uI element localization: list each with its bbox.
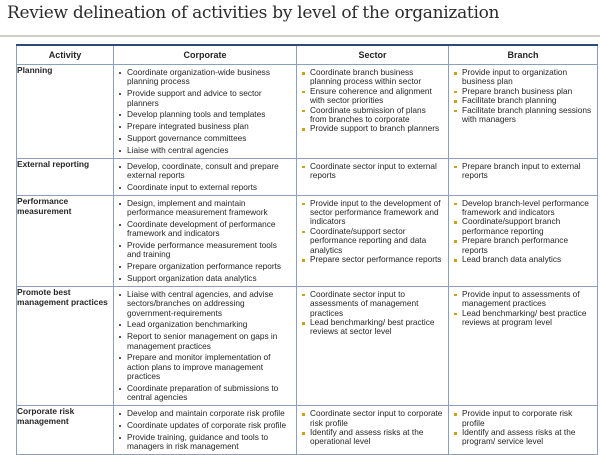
list-item: Provide support and advice to sector planners: [118, 89, 292, 108]
header-branch: Branch: [449, 45, 598, 65]
list-item: Provide performance measurement tools and training: [118, 241, 292, 260]
list-item: Prepare organization performance reports: [118, 262, 292, 271]
list-item: Coordinate sector input to corporate risk profile: [301, 409, 444, 428]
sector-cell: [297, 158, 449, 195]
list-item: Provide input to organization business plan: [453, 68, 593, 87]
sector-cell: [297, 406, 449, 455]
list-item: Prepare sector performance reports: [301, 255, 444, 264]
list-item: Prepare branch business plan: [453, 87, 593, 96]
list-item: Coordinate preparation of submissions to central agencies: [118, 384, 292, 403]
header-corporate: Corporate: [114, 45, 297, 65]
corporate-cell: [114, 195, 297, 286]
header-activity: Activity: [17, 45, 114, 65]
list-item: Coordinate organization-wide business planning process: [118, 68, 292, 87]
corporate-list: [114, 196, 296, 284]
list-item: Coordinate input to external reports: [118, 183, 292, 192]
list-item: Lead branch data analytics: [453, 255, 593, 264]
table-row: [17, 406, 598, 455]
list-item: Lead benchmarking/ best practice reviews at sector level: [301, 318, 444, 337]
page-title: Review delineation of activities by level of the organization: [7, 3, 500, 23]
list-item: Prepare branch performance reports: [453, 236, 593, 255]
table-row: [17, 65, 598, 159]
table-row: [17, 158, 598, 195]
corporate-cell: [114, 286, 297, 405]
header-sector: Sector: [297, 45, 449, 65]
branch-cell: [449, 195, 598, 286]
list-item: Facilitate branch planning: [453, 96, 593, 105]
activity-cell: Promote best management practices: [17, 286, 114, 405]
branch-list: [449, 159, 597, 181]
list-item: Support organization data analytics: [118, 274, 292, 283]
list-item: Prepare and monitor implementation of action plans to improve management practices: [118, 353, 292, 381]
list-item: Coordinate updates of corporate risk profile: [118, 421, 292, 430]
activity-cell: Corporate risk management: [17, 406, 114, 455]
list-item: Provide training, guidance and tools to managers in risk management: [118, 433, 292, 452]
list-item: Prepare branch input to external reports: [453, 162, 593, 181]
list-item: Develop planning tools and templates: [118, 110, 292, 119]
list-item: Coordinate/support branch performance reporting: [453, 217, 593, 236]
list-item: Report to senior management on gaps in management practices: [118, 332, 292, 351]
branch-list: [449, 287, 597, 328]
branch-list: [449, 65, 597, 124]
sector-list: [297, 159, 448, 181]
corporate-list: [114, 159, 296, 193]
branch-cell: [449, 158, 598, 195]
branch-cell: [449, 406, 598, 455]
corporate-list: [114, 65, 296, 155]
list-item: Coordinate sector input to assessments of management practices: [301, 290, 444, 318]
list-item: Coordinate submission of plans from branches to corporate: [301, 106, 444, 125]
list-item: Liaise with central agencies: [118, 146, 292, 155]
sector-list: [297, 406, 448, 447]
list-item: Coordinate sector input to external reports: [301, 162, 444, 181]
list-item: Lead organization benchmarking: [118, 320, 292, 329]
list-item: Design, implement and maintain performance measurement framework: [118, 199, 292, 218]
branch-list: [449, 196, 597, 265]
corporate-cell: [114, 158, 297, 195]
branch-list: [449, 406, 597, 447]
activity-cell: Performance measurement: [17, 195, 114, 286]
header-row: [17, 45, 598, 65]
list-item: Liaise with central agencies, and advise sectors/branches on addressing government-requirements: [118, 290, 292, 318]
list-item: Develop, coordinate, consult and prepare external reports: [118, 162, 292, 181]
list-item: Support governance committees: [118, 134, 292, 143]
sector-cell: [297, 286, 449, 405]
title-divider: [0, 35, 600, 37]
corporate-cell: [114, 406, 297, 455]
sector-list: [297, 65, 448, 134]
list-item: Lead benchmarking/ best practice reviews at program level: [453, 309, 593, 328]
list-item: Provide input to corporate risk profile: [453, 409, 593, 428]
list-item: Provide input to assessments of management practices: [453, 290, 593, 309]
corporate-list: [114, 406, 296, 451]
list-item: Prepare integrated business plan: [118, 122, 292, 131]
corporate-cell: [114, 65, 297, 159]
list-item: Coordinate/support sector performance reporting and data analytics: [301, 227, 444, 255]
list-item: Identify and assess risks at the program/ service level: [453, 428, 593, 447]
sector-list: [297, 287, 448, 337]
sector-cell: [297, 65, 449, 159]
list-item: Develop and maintain corporate risk profile: [118, 409, 292, 418]
activities-table: [16, 44, 598, 455]
list-item: Coordinate branch business planning process within sector: [301, 68, 444, 87]
activity-cell: Planning: [17, 65, 114, 159]
corporate-list: [114, 287, 296, 403]
table-row: [17, 195, 598, 286]
sector-cell: [297, 195, 449, 286]
list-item: Provide support to branch planners: [301, 124, 444, 133]
sector-list: [297, 196, 448, 265]
list-item: Provide input to the development of sector performance framework and indicators: [301, 199, 444, 227]
activity-cell: External reporting: [17, 158, 114, 195]
table-row: [17, 286, 598, 405]
list-item: Develop branch-level performance framework and indicators: [453, 199, 593, 218]
branch-cell: [449, 65, 598, 159]
branch-cell: [449, 286, 598, 405]
list-item: Facilitate branch planning sessions with managers: [453, 106, 593, 125]
list-item: Identify and assess risks at the operational level: [301, 428, 444, 447]
list-item: Ensure coherence and alignment with sector priorities: [301, 87, 444, 106]
list-item: Coordinate development of performance framework and indicators: [118, 220, 292, 239]
